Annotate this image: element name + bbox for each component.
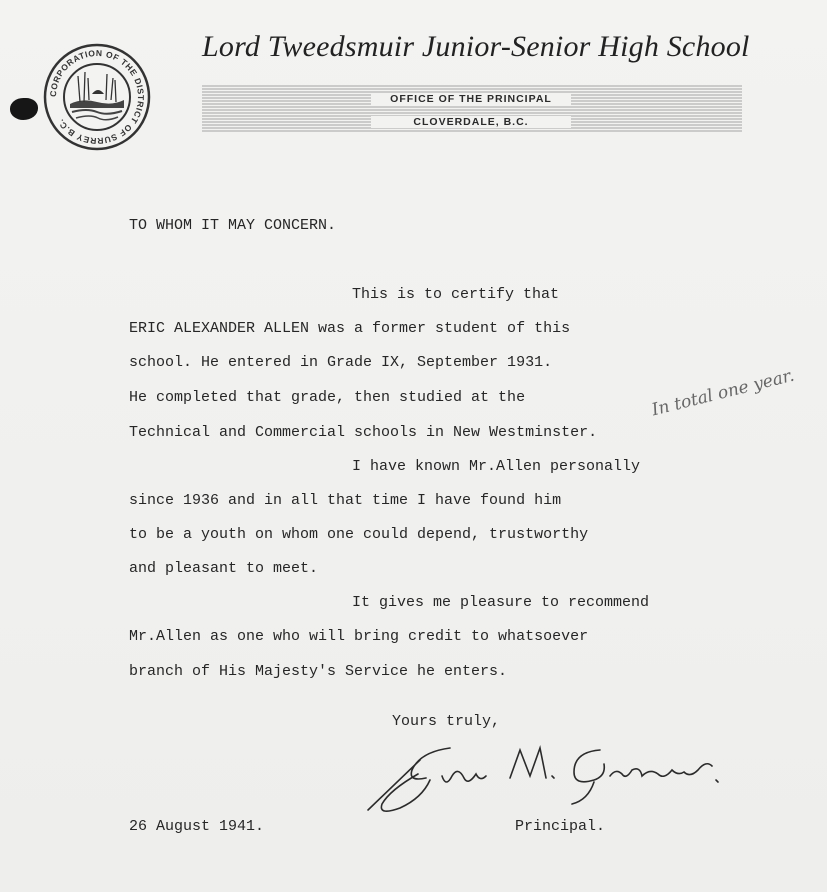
closing: Yours truly, xyxy=(392,713,501,730)
body-line: branch of His Majesty's Service he enters. xyxy=(129,663,508,680)
body-line: Technical and Commercial schools in New Westminster. xyxy=(129,424,598,441)
body-line: ERIC ALEXANDER ALLEN was a former student of this xyxy=(129,320,571,337)
body-line: He completed that grade, then studied at the xyxy=(129,389,526,406)
body-line: I have known Mr.Allen personally xyxy=(352,458,641,475)
handwritten-note: In total one year. xyxy=(649,365,797,421)
signature xyxy=(360,730,740,820)
body-line: It gives me pleasure to recommend xyxy=(352,594,650,611)
body-line: school. He entered in Grade IX, September 1931. xyxy=(129,354,553,371)
body-line: This is to certify that xyxy=(352,286,560,303)
body-line: and pleasant to meet. xyxy=(129,560,319,577)
salutation: TO WHOM IT MAY CONCERN. xyxy=(129,217,337,234)
body-line: since 1936 and in all that time I have found him xyxy=(129,492,562,509)
letter-date: 26 August 1941. xyxy=(129,818,265,835)
signatory-title: Principal. xyxy=(515,818,606,835)
district-seal-icon xyxy=(42,42,152,152)
body-line: Mr.Allen as one who will bring credit to whatsoever xyxy=(129,628,589,645)
city-line: CLOVERDALE, B.C. xyxy=(371,116,571,128)
svg-text:CORPORATION OF THE DISTRICT OF: CORPORATION OF THE DISTRICT OF SURREY B.C. xyxy=(47,47,147,147)
office-title: OFFICE OF THE PRINCIPAL xyxy=(371,93,571,105)
school-name: Lord Tweedsmuir Junior-Senior High School xyxy=(202,30,750,63)
body-line: to be a youth on whom one could depend, trustworthy xyxy=(129,526,589,543)
